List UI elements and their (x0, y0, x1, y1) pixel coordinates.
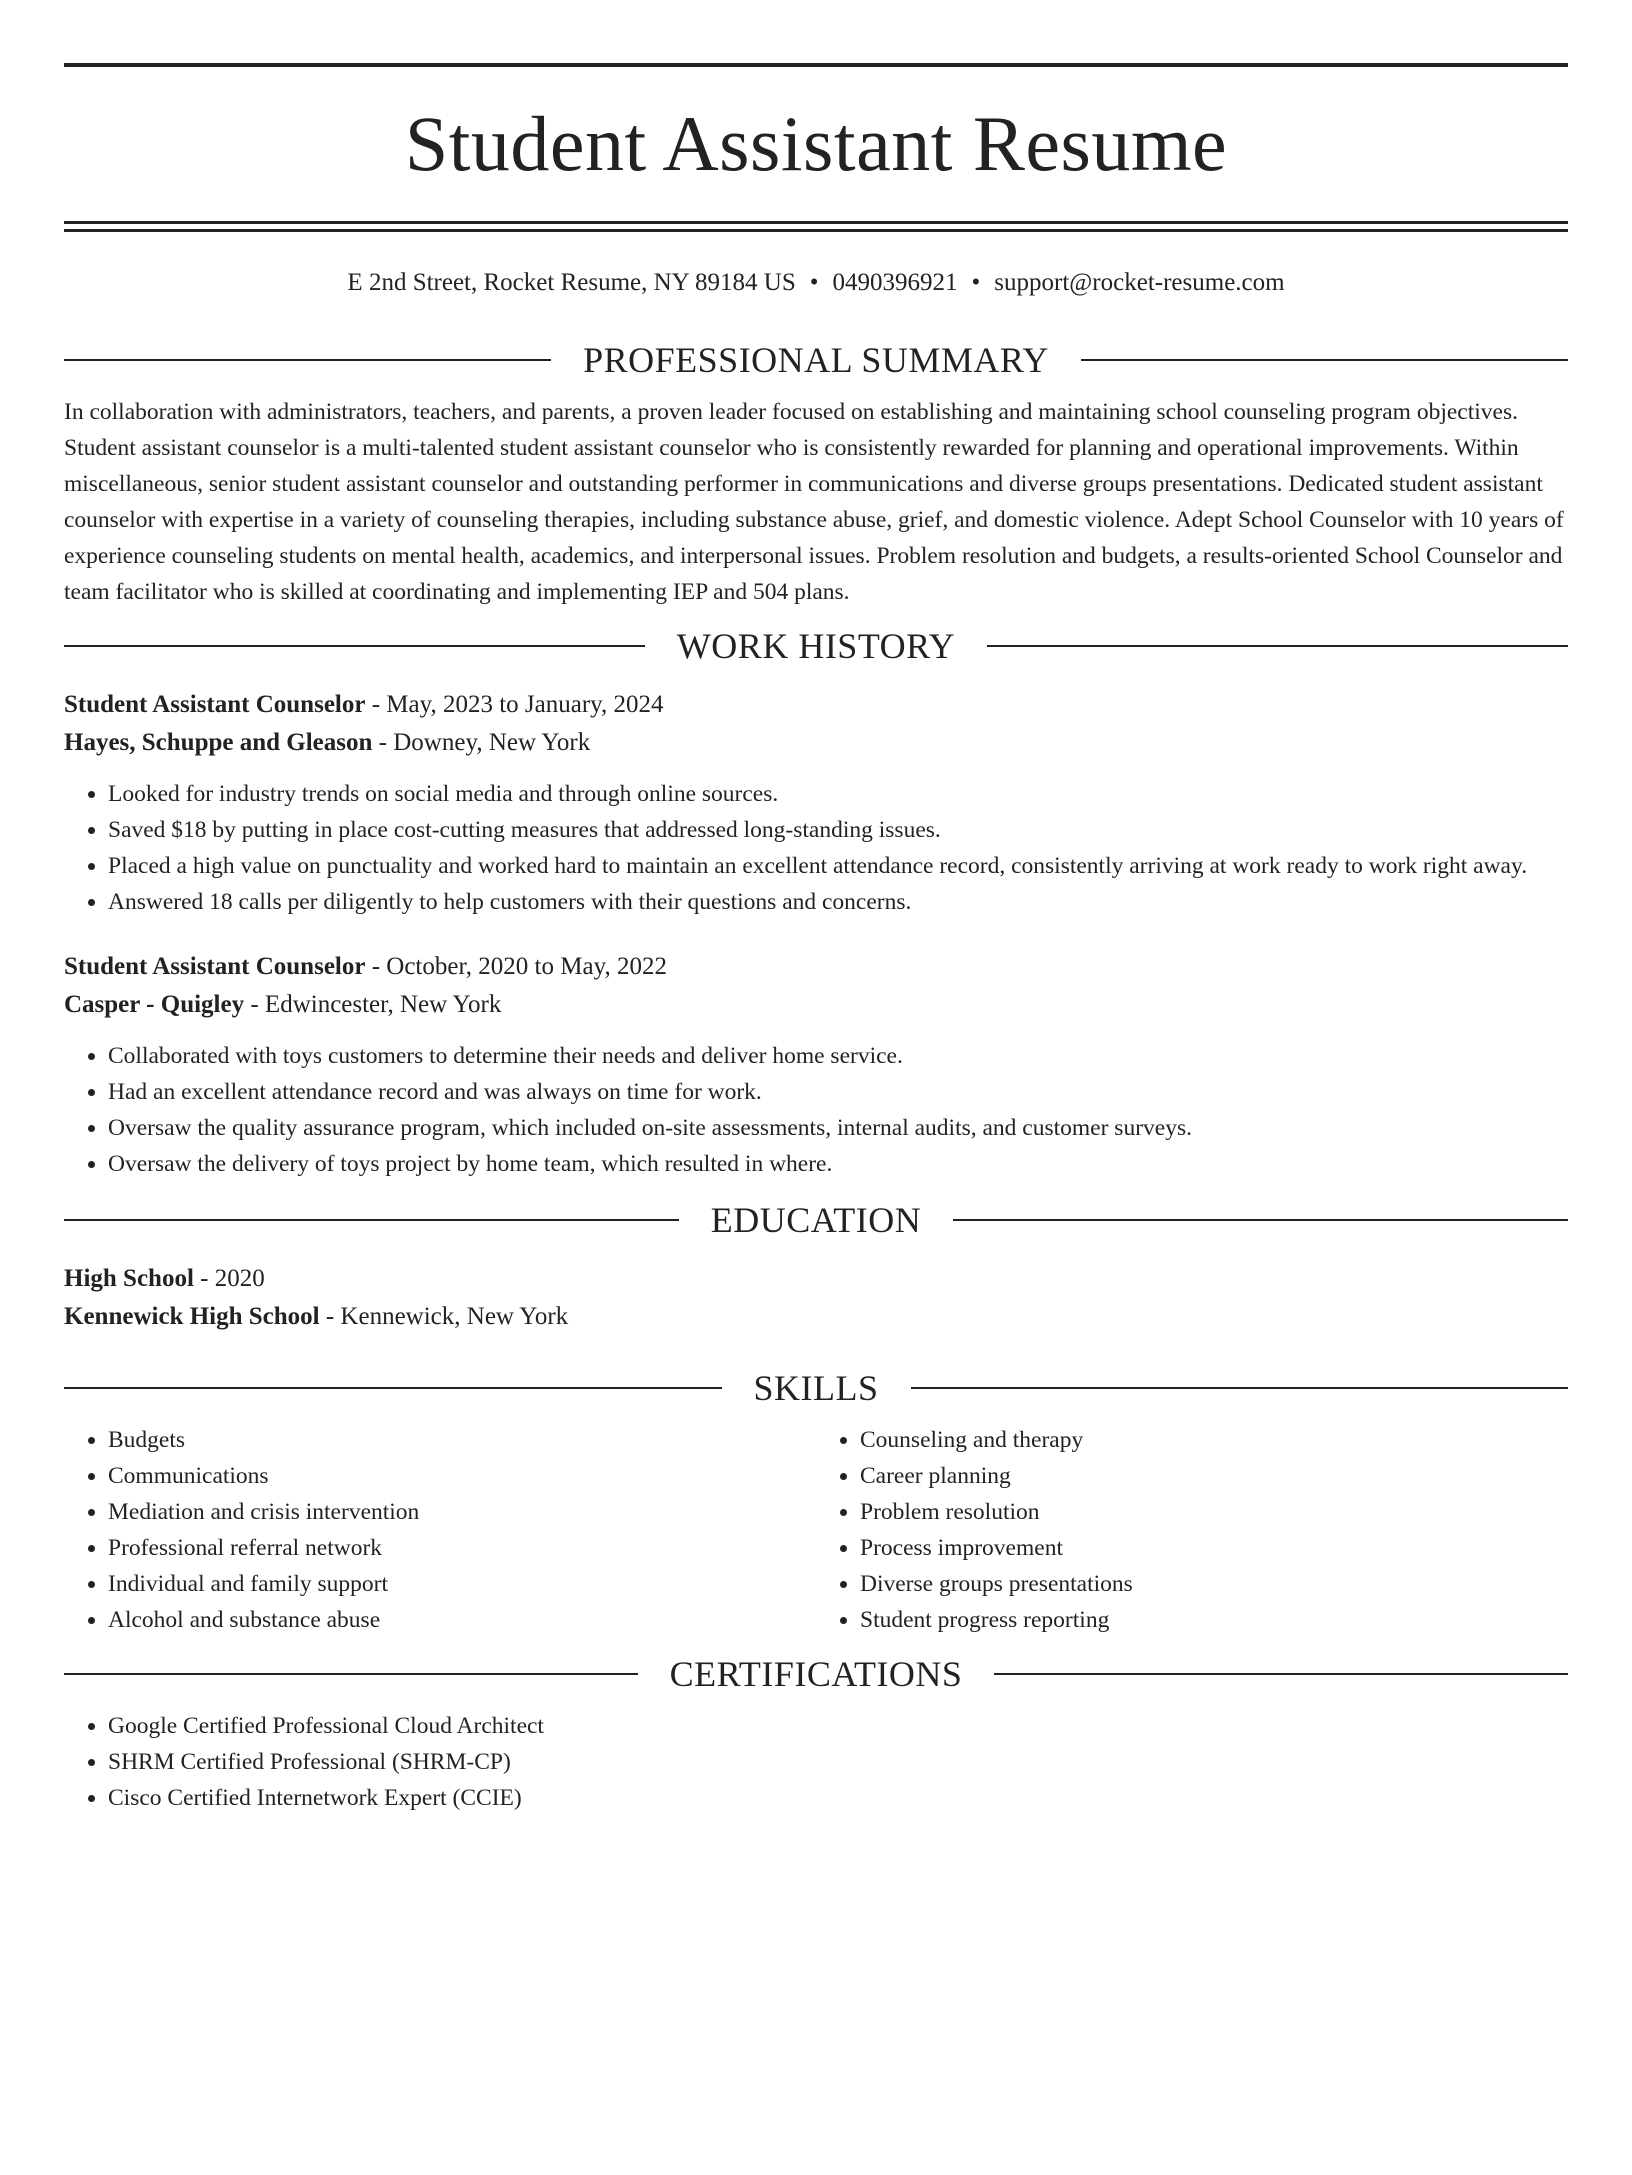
skills-list-right (816, 1422, 1568, 1638)
education-location: - Kennewick, New York (319, 1303, 569, 1330)
skill-item: • Problem resolution (860, 1494, 1568, 1530)
education-heading (64, 1198, 1568, 1242)
title-top-rule (64, 63, 1568, 67)
list-item: • Had an excellent attendance record and was always on time for work. (108, 1074, 1568, 1110)
education-entry (64, 1260, 1568, 1336)
certifications-heading (64, 1652, 1568, 1696)
page-title: Student Assistant Resume (404, 100, 1228, 187)
job-entry (64, 948, 1568, 1182)
heading-rule-left (64, 1219, 679, 1221)
skill-item: • Career planning (860, 1458, 1568, 1494)
job-company: Casper - Quigley (64, 991, 245, 1018)
list-item: • Looked for industry trends on social media and through online sources. (108, 776, 1568, 812)
education-degree: High School (64, 1265, 194, 1292)
list-item: • Placed a high value on punctuality and worked hard to maintain an excellent attendance record, consistently arriving at work ready to work right away. (108, 848, 1568, 884)
contact-email: support@rocket-resume.com (994, 269, 1285, 296)
heading-rule-right (1081, 359, 1568, 361)
job-company-line (64, 724, 1568, 762)
contact-phone: 0490396921 (832, 269, 958, 296)
certification-item: • Cisco Certified Internetwork Expert (CCIE) (108, 1780, 1568, 1816)
heading-rule-left (64, 359, 551, 361)
education-degree-line (64, 1260, 1568, 1298)
job-title-line (64, 686, 1568, 724)
skills-columns (64, 1422, 1568, 1638)
job-location: - Downey, New York (372, 729, 591, 756)
heading-rule-left (64, 645, 645, 647)
job-company-line (64, 986, 1568, 1024)
skills-heading-label: SKILLS (753, 1368, 879, 1408)
job-company: Hayes, Schuppe and Gleason (64, 729, 373, 756)
summary-heading (64, 338, 1568, 382)
job-entry (64, 686, 1568, 920)
summary-text: In collaboration with administrators, teachers, and parents, a proven leader focused on establishing and maintaining school counseling program objectives. Student assistant counselor is a multi-talented student assistant counselor who is consistently rewarded for planning and operational improvements. Within miscellaneous, senior student assistant counselor and outstanding performer in communications and diverse groups presentations. Dedicated student assistant counselor with expertise in a variety of counseling therapies, including substance abuse, grief, and domestic violence. Adept School Counselor with 10 years of experience counseling students on mental health, academics, and interpersonal issues. Problem resolution and budgets, a results-oriented School Counselor and team facilitator who is skilled at coordinating and implementing IEP and 504 plans. (64, 399, 1564, 605)
contact-separator: • (971, 269, 981, 296)
job-bullets (64, 1038, 1568, 1182)
work-history-heading-label: WORK HISTORY (676, 626, 956, 666)
skill-item: • Student progress reporting (860, 1602, 1568, 1638)
heading-rule-right (953, 1219, 1568, 1221)
certifications-list (64, 1708, 1568, 1816)
contact-address: E 2nd Street, Rocket Resume, NY 89184 US (347, 269, 796, 296)
education-school-line (64, 1298, 1568, 1336)
job-bullets (64, 776, 1568, 920)
job-title: Student Assistant Counselor (64, 691, 366, 718)
skill-item: • Counseling and therapy (860, 1422, 1568, 1458)
list-item: • Collaborated with toys customers to determine their needs and deliver home service. (108, 1038, 1568, 1074)
work-history-heading (64, 624, 1568, 668)
job-title: Student Assistant Counselor (64, 953, 366, 980)
education-school: Kennewick High School (64, 1303, 320, 1330)
skills-list-left (64, 1422, 816, 1638)
title-bottom-double-rule (64, 221, 1568, 232)
resume-page (0, 63, 1632, 2175)
list-item: • Oversaw the quality assurance program, which included on-site assessments, internal audits, and customer surveys. (108, 1110, 1568, 1146)
job-title-line (64, 948, 1568, 986)
heading-rule-right (994, 1673, 1568, 1675)
contact-line (64, 266, 1568, 300)
list-item: • Oversaw the delivery of toys project by home team, which resulted in where. (108, 1146, 1568, 1182)
heading-rule-left (64, 1673, 638, 1675)
list-item: • Saved $18 by putting in place cost-cutting measures that addressed long-standing issues. (108, 812, 1568, 848)
skill-item: • Alcohol and substance abuse (108, 1602, 816, 1638)
heading-rule-left (64, 1387, 722, 1389)
education-year: - 2020 (193, 1265, 265, 1292)
summary-heading-label: PROFESSIONAL SUMMARY (583, 340, 1049, 380)
skill-item: • Individual and family support (108, 1566, 816, 1602)
job-dates: - October, 2020 to May, 2022 (365, 953, 667, 980)
skills-heading (64, 1366, 1568, 1410)
certification-item: • Google Certified Professional Cloud Architect (108, 1708, 1568, 1744)
certifications-heading-label: CERTIFICATIONS (669, 1654, 963, 1694)
skill-item: • Communications (108, 1458, 816, 1494)
education-heading-label: EDUCATION (710, 1200, 922, 1240)
skill-item: • Process improvement (860, 1530, 1568, 1566)
list-item: • Answered 18 calls per diligently to help customers with their questions and concerns. (108, 884, 1568, 920)
skill-item: • Professional referral network (108, 1530, 816, 1566)
heading-rule-right (911, 1387, 1569, 1389)
skill-item: • Diverse groups presentations (860, 1566, 1568, 1602)
job-location: - Edwincester, New York (244, 991, 502, 1018)
skill-item: • Mediation and crisis intervention (108, 1494, 816, 1530)
skill-item: • Budgets (108, 1422, 816, 1458)
contact-separator: • (809, 269, 819, 296)
job-dates: - May, 2023 to January, 2024 (365, 691, 664, 718)
certification-item: • SHRM Certified Professional (SHRM-CP) (108, 1744, 1568, 1780)
heading-rule-right (987, 645, 1568, 647)
